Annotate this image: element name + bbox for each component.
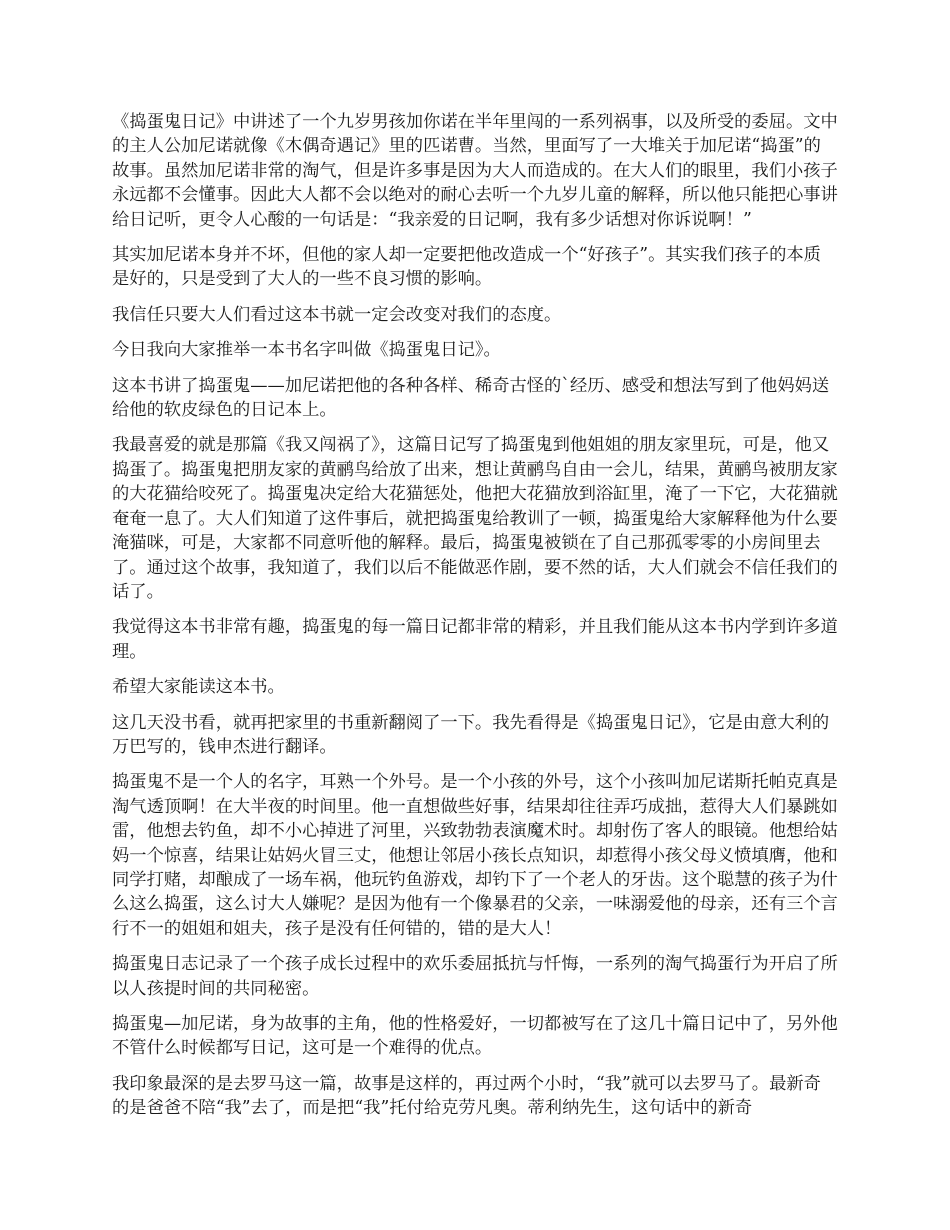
paragraph: 我最喜爱的就是那篇《我又闯祸了》，这篇日记写了捣蛋鬼到他姐姐的朋友家里玩，可是，他又捣蛋了。捣蛋鬼把朋友家的黄鹂鸟给放了出来，想让黄鹂鸟自由一会儿，结果，黄鹂鸟被朋友家的大花猫给咬死了。捣蛋鬼决定给大花猫惩处，他把大花猫放到浴缸里，淹了一下它，大花猫就奄奄一息了。大人们知道了这件事后，就把捣蛋鬼给教训了一顿，捣蛋鬼给大家解释他为什么要淹猫咪，可是，大家都不同意听他的解释。最后，捣蛋鬼被锁在了自己那孤零零的小房间里去了。通过这个故事，我知道了，我们以后不能做恶作剧，要不然的话，大人们就会不信任我们的话了。 [112,435,838,602]
paragraph: 希望大家能读这本书。 [112,677,285,698]
paragraph: 今日我向大家推举一本书名字叫做《捣蛋鬼日记》。 [112,340,501,361]
paragraph: 这几天没书看，就再把家里的书重新翻阅了一下。我先看得是《捣蛋鬼日记》，它是由意大利的万巴写的，钱申杰进行翻译。 [112,712,830,757]
paragraph: 我印象最深的是去罗马这一篇，故事是这样的，再过两个小时，“我”就可以去罗马了。最新奇的是爸爸不陪“我”去了，而是把“我”托付给克劳凡奥。蒂利纳先生，这句话中的新奇 [112,1073,821,1119]
paragraph: 其实加尼诺本身并不坏，但他的家人却一定要把他改造成一个“好孩子”。其实我们孩子的本质是好的，只是受到了大人的一些不良习惯的影响。 [112,245,821,290]
paragraph: 捣蛋鬼—加尼诺，身为故事的主角，他的性格爱好，一切都被写在了这几十篇日记中了，另外他不管什么时候都写日记，这可是一个难得的优点。 [112,1014,838,1059]
paragraph: 《捣蛋鬼日记》中讲述了一个九岁男孩加你诺在半年里闯的一系列祸事，以及所受的委屈。文中的主人公加尼诺就像《木偶奇遇记》里的匹诺曹。当然，里面写了一大堆关于加尼诺“捣蛋”的故事。虽然加尼诺非常的淘气，但是许多事是因为大人而造成的。在大人们的眼里，我们小孩子永远都不会懂事。因此大人都不会以绝对的耐心去听一个九岁儿童的解释，所以他只能把心事讲给日记听，更令人心酸的一句话是：“我亲爱的日记啊，我有多少话想对你诉说啊！” [112,112,838,230]
paragraph: 我觉得这本书非常有趣，捣蛋鬼的每一篇日记都非常的精彩，并且我们能从这本书内学到许多道理。 [112,617,838,662]
paragraph: 捣蛋鬼日志记录了一个孩子成长过程中的欢乐委屈抵抗与忏悔，一系列的淘气捣蛋行为开启了所以人孩提时间的共同秘密。 [112,954,838,999]
paragraph: 捣蛋鬼不是一个人的名字，耳熟一个外号。是一个小孩的外号，这个小孩叫加尼诺斯托帕克真是淘气透顶啊！在大半夜的时间里。他一直想做些好事，结果却往往弄巧成拙，惹得大人们暴跳如雷，他想去钓鱼，却不小心掉进了河里，兴致勃勃表演魔术时。却射伤了客人的眼镜。他想给姑妈一个惊喜，结果让姑妈火冒三丈，他想让邻居小孩长点知识，却惹得小孩父母义愤填膺，他和同学打赌，却酿成了一场车祸，他玩钓鱼游戏，却钓下了一个老人的牙齿。这个聪慧的孩子为什么这么捣蛋，这么讨大人嫌呢？是因为他有一个像暴君的父亲，一味溺爱他的母亲，还有三个言行不一的姐姐和姐夫，孩子是没有任何错的，错的是大人！ [112,772,838,939]
paragraph: 这本书讲了捣蛋鬼——加尼诺把他的各种各样、稀奇古怪的`经历、感受和想法写到了他妈妈送给他的软皮绿色的日记本上。 [112,375,830,421]
paragraph: 我信任只要大人们看过这本书就一定会改变对我们的态度。 [112,304,562,325]
